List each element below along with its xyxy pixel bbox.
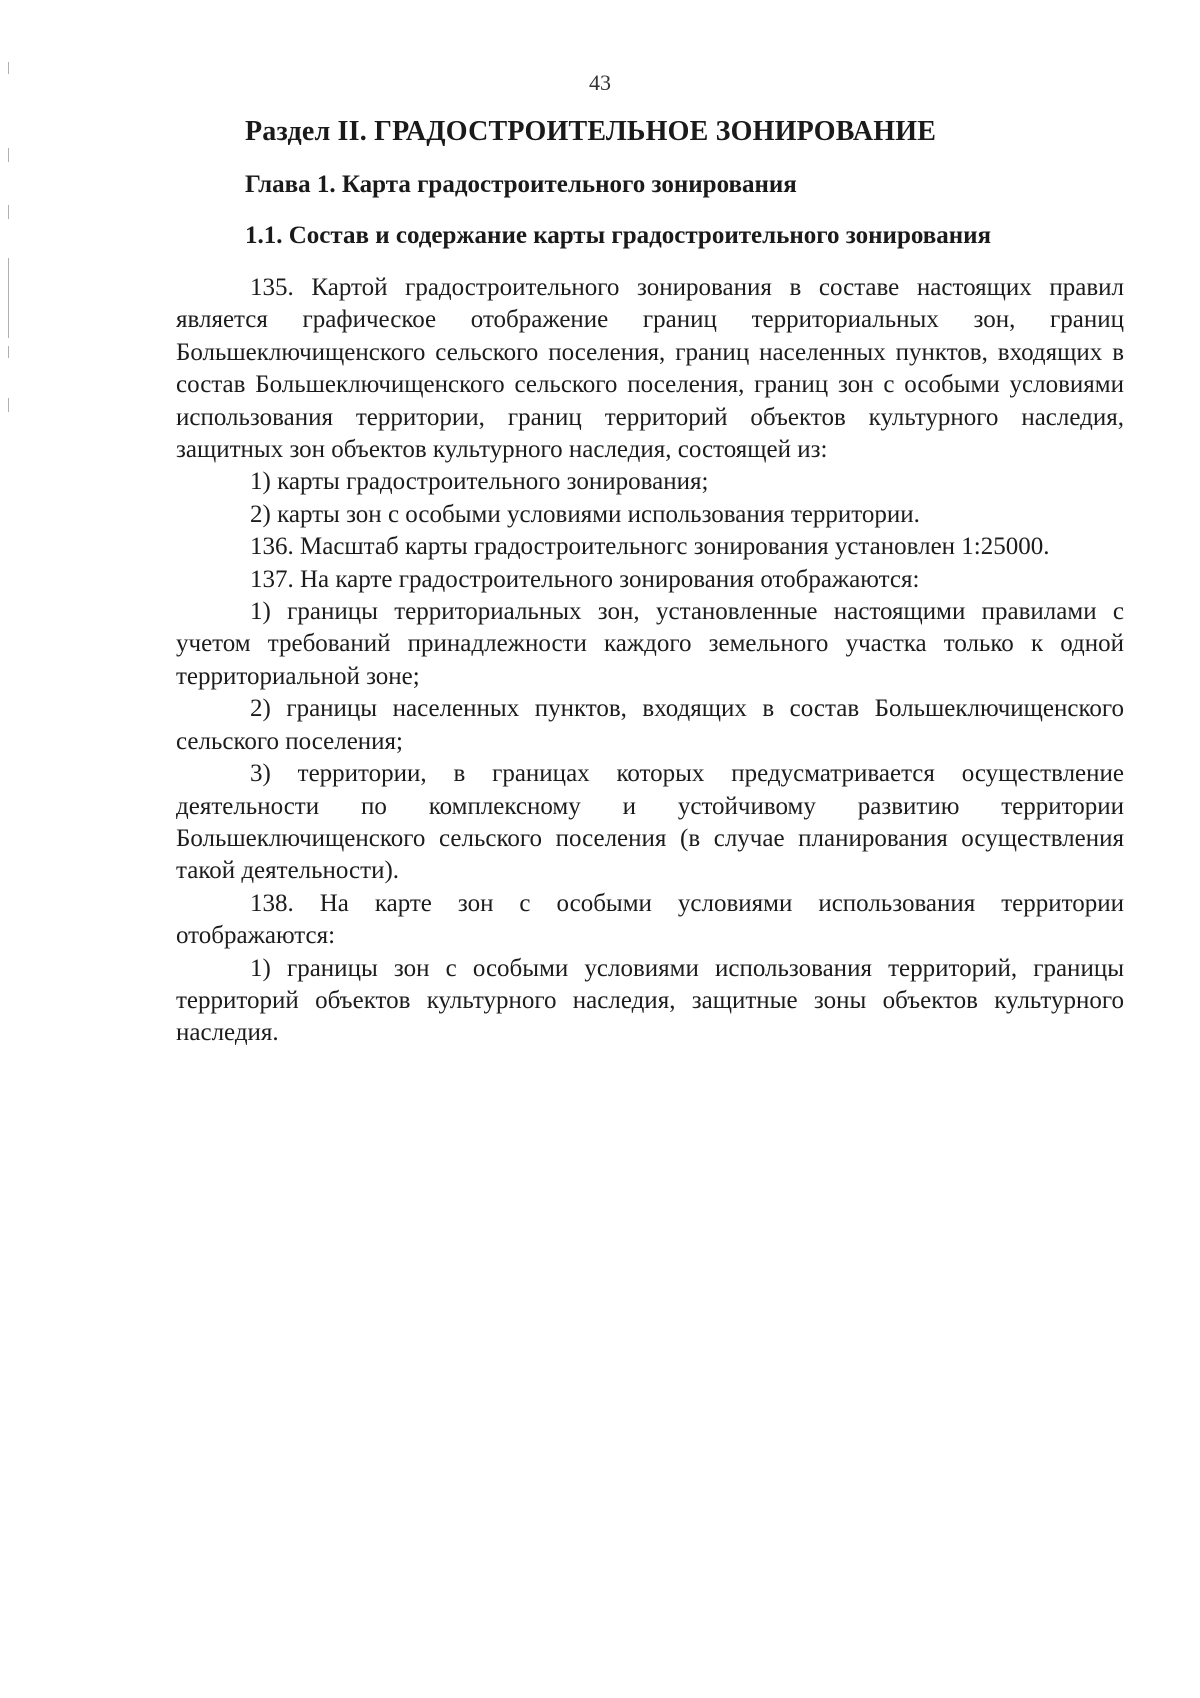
paragraph-138: 138. На карте зон с особыми условиями использования территории отображаются: [176, 889, 1124, 950]
section-title: Раздел II. ГРАДОСТРОИТЕЛЬНОЕ ЗОНИРОВАНИЕ [245, 116, 937, 147]
list-item-2: 2) карты зон с особыми условиями использования территории. [250, 500, 920, 528]
list-item-1: 1) карты градостроительного зонирования; [250, 468, 709, 496]
page-number: 43 [589, 70, 611, 95]
paragraph-135: 135. Картой градостроительного зонирования в составе настоящих правил является графическое отображение границ территориальных зон, границ Большеключищенского сельского поселения, границ населенных пунктов, входящих в состав Большеключищенского сельского поселения, границ зон с особыми условиями использования территории, границ территорий объектов культурного наследия, защитных зон объектов культурного наследия, состоящей из: [176, 274, 1124, 464]
paragraph-137-item-3: 3) территории, в границах которых предусматривается осуществление деятельности по комплексному и устойчивому развитию территории Большеключищенского сельского поселения (в случае планирования осуществления такой деятельности). [176, 760, 1124, 885]
paragraph-137: 137. На карте градостроительного зонирования отображаются: [250, 565, 920, 593]
paragraph-137-item-1: 1) границы территориальных зон, установленные настоящими правилами с учетом требований принадлежности каждого земельного участка только к одной территориальной зоне; [176, 598, 1124, 690]
subsection-title: 1.1. Состав и содержание карты градостроительного зонирования [245, 222, 992, 249]
paragraph-138-item-1: 1) границы зон с особыми условиями использования территорий, границы территорий объектов культурного наследия, защитные зоны объектов культурного наследия. [176, 954, 1124, 1047]
body-text [176, 272, 1124, 1050]
scan-edge-marks [8, 0, 12, 1698]
paragraph-137-item-2: 2) границы населенных пунктов, входящих в состав Большеключищенского сельского поселения; [176, 695, 1124, 755]
paragraph-136: 136. Масштаб карты градостроительногс зонирования установлен 1:25000. [250, 533, 1050, 561]
chapter-title: Глава 1. Карта градостроительного зонирования [245, 171, 797, 198]
